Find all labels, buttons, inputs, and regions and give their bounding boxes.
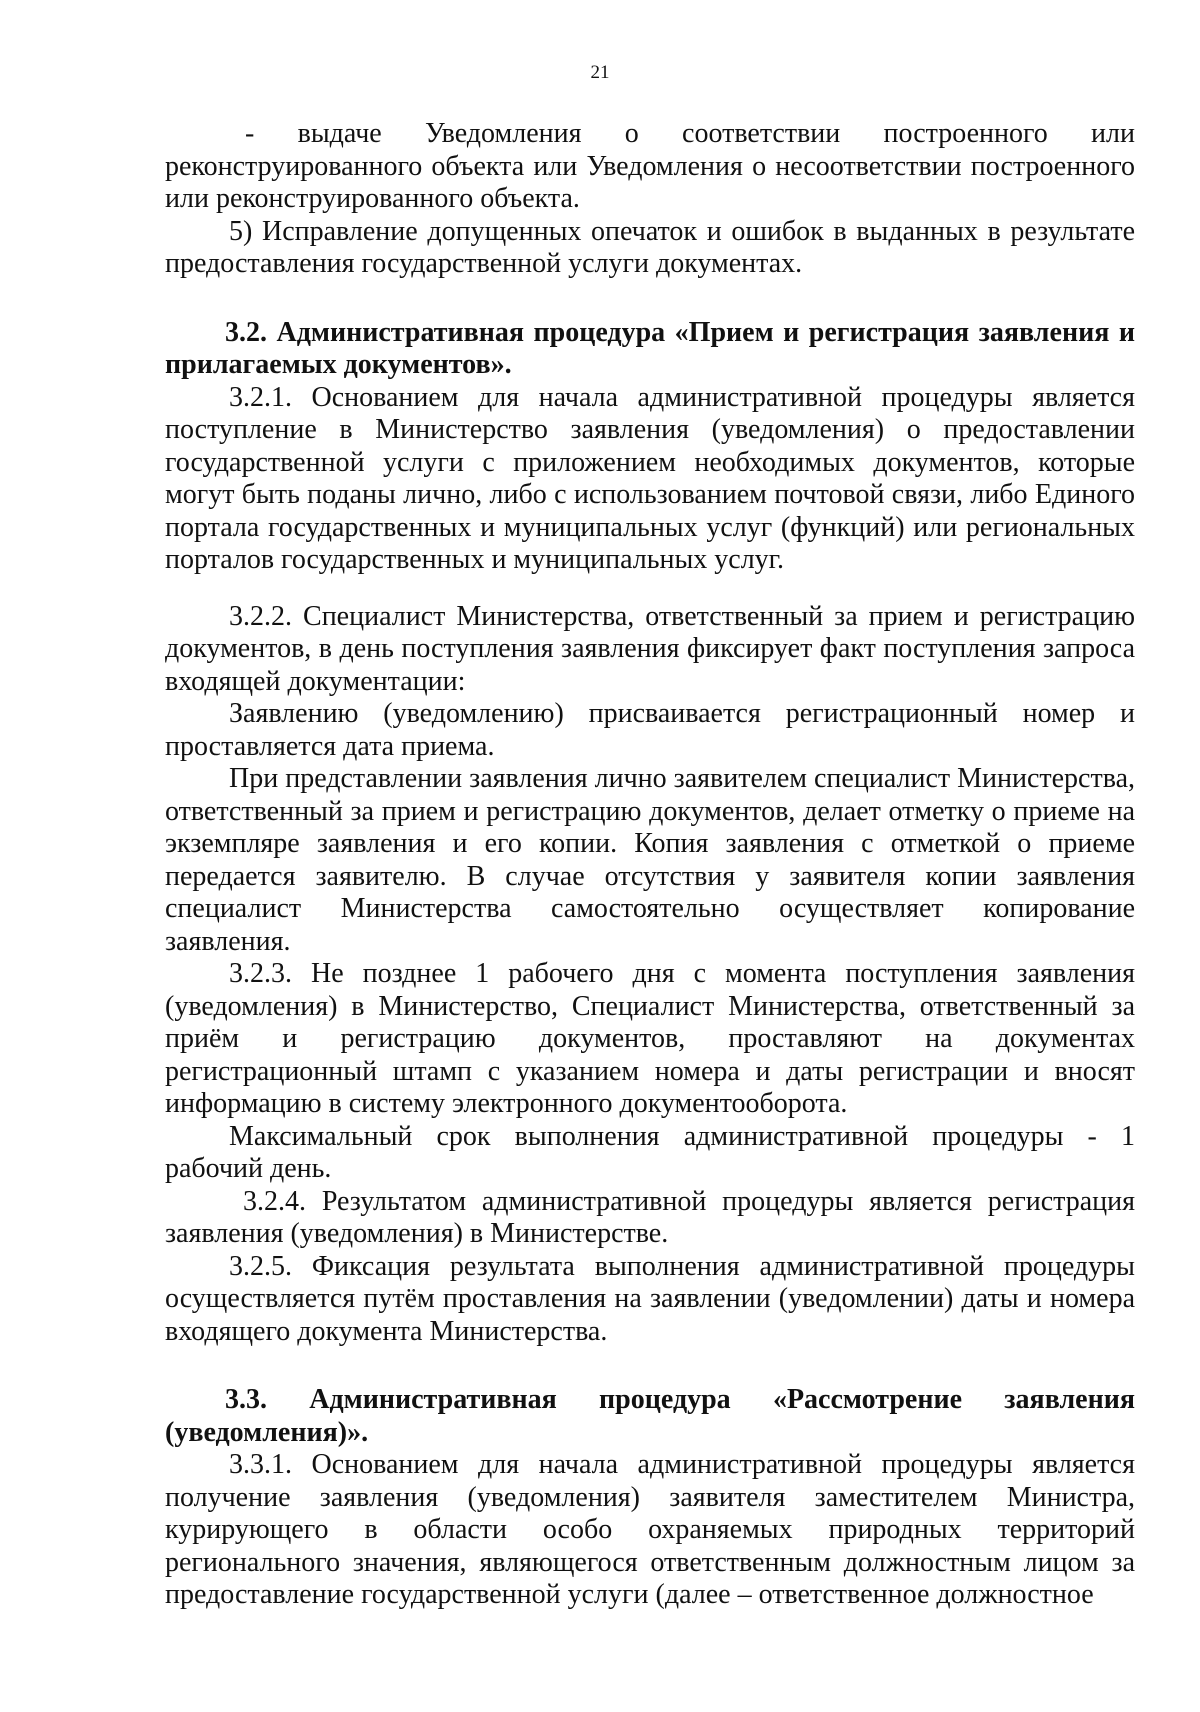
- paragraph-3-2-2-registration-number: Заявлению (уведомлению) присваивается регистрационный номер и проставляется дата приема.: [165, 698, 1135, 762]
- paragraph-3-3-1: 3.3.1. Основанием для начала административной процедуры является получение заявления (уведомления) заявителя заместителем Министра, курирующего в области особо охраняемых природных территорий регионального значения, являющегося ответственным должностным лицом за предоставление государственной услуги (далее – ответственное должностное: [165, 1449, 1135, 1610]
- paragraph-3-2-3-max-term: Максимальный срок выполнения административной процедуры - 1 рабочий день.: [165, 1120, 1135, 1184]
- paragraph-3-2-2-personal-submission: При представлении заявления лично заявителем специалист Министерства, ответственный за прием и регистрацию документов, делает отметку о приеме на экземпляре заявления и его копии. Копия заявления с отметкой о приеме передается заявителю. В случае отсутствия у заявителя копии заявления специалист Министерства самостоятельно осуществляет копирование заявления.: [165, 763, 1135, 957]
- paragraph-issuance-notice: - выдаче Уведомления о соответствии построенного или реконструированного объекта или Уведомления о несоответствии построенного или реконструированного объекта.: [165, 118, 1135, 214]
- paragraph-3-2-4: 3.2.4. Результатом административной процедуры является регистрация заявления (уведомления) в Министерстве.: [165, 1185, 1135, 1249]
- section-heading-3-3: 3.3. Административная процедура «Рассмотрение заявления (уведомления)».: [165, 1384, 1135, 1448]
- paragraph-3-2-3: 3.2.3. Не позднее 1 рабочего дня с момента поступления заявления (уведомления) в Министерство, Специалист Министерства, ответственный за приём и регистрацию документов, проставляют на документах регистрационный штамп с указанием номера и даты регистрации и вносят информацию в систему электронного документооборота.: [165, 958, 1135, 1119]
- paragraph-spacer: [165, 577, 1135, 601]
- section-spacer: [165, 281, 1135, 317]
- page-number: 21: [590, 62, 610, 83]
- document-body: [165, 118, 1135, 1612]
- paragraph-3-2-2: 3.2.2. Специалист Министерства, ответственный за прием и регистрацию документов, в день поступления заявления фиксирует факт поступления запроса входящей документации:: [165, 600, 1135, 697]
- section-spacer: [165, 1348, 1135, 1384]
- paragraph-item-5-corrections: 5) Исправление допущенных опечаток и ошибок в выданных в результате предоставления государственной услуги документах.: [165, 215, 1135, 279]
- paragraph-3-2-1: 3.2.1. Основанием для начала административной процедуры является поступление в Министерство заявления (уведомления) о предоставлении государственной услуги с приложением необходимых документов, которые могут быть поданы лично, либо с использованием почтовой связи, либо Единого портала государственных и муниципальных услуг (функций) или региональных порталов государственных и муниципальных услуг.: [165, 381, 1135, 575]
- section-heading-3-2: 3.2. Административная процедура «Прием и регистрация заявления и прилагаемых документов».: [165, 316, 1135, 380]
- paragraph-3-2-5: 3.2.5. Фиксация результата выполнения административной процедуры осуществляется путём проставления на заявлении (уведомлении) даты и номера входящего документа Министерства.: [165, 1250, 1135, 1347]
